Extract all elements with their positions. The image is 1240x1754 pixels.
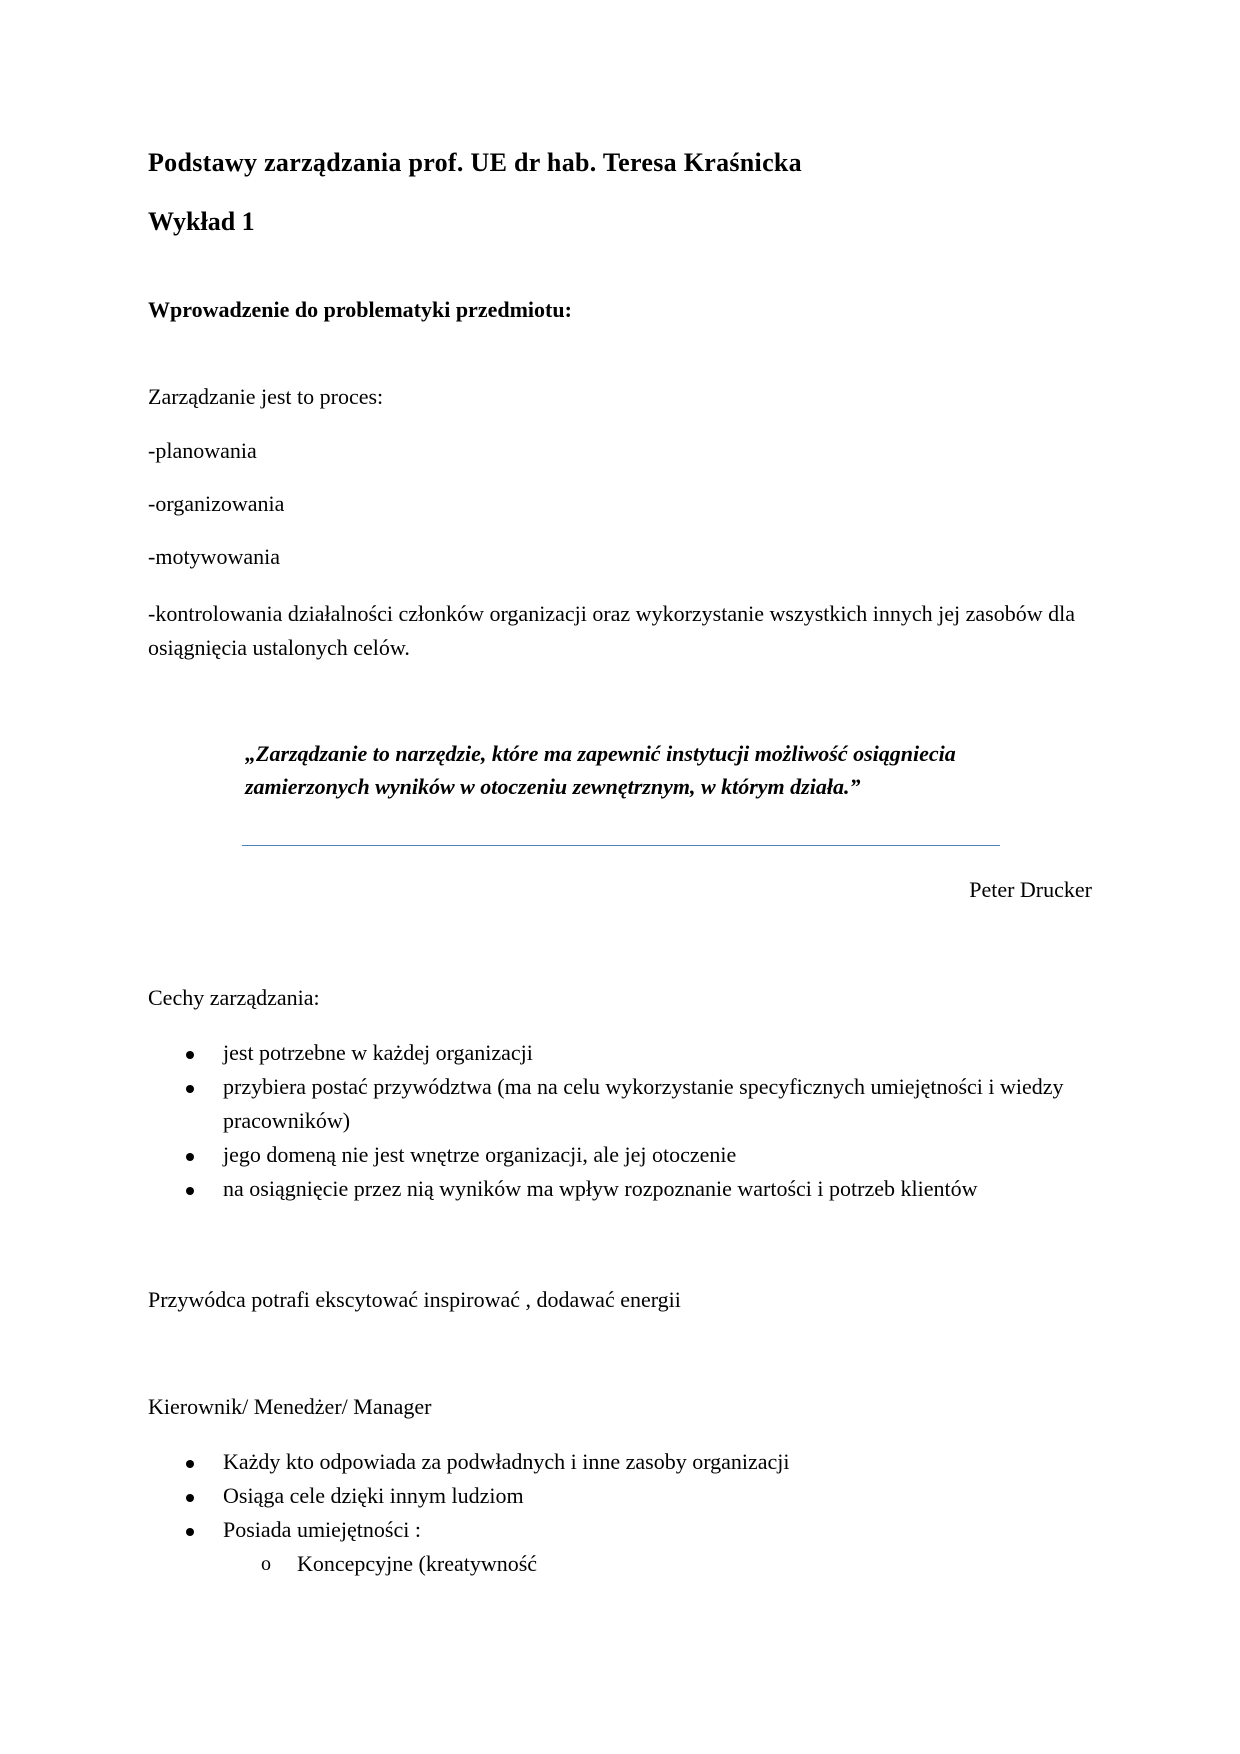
bullet-icon — [186, 1085, 194, 1093]
bullet-icon — [186, 1153, 194, 1161]
manager-list — [148, 1445, 1108, 1581]
features-heading: Cechy zarządzania: — [148, 985, 320, 1010]
bullet-icon — [186, 1494, 194, 1502]
bullet-icon — [186, 1528, 194, 1536]
process-item-motivating: -motywowania — [148, 544, 280, 569]
leader-line: Przywódca potrafi ekscytować inspirować , dodawać energii — [148, 1287, 681, 1312]
skills-sublist — [223, 1547, 1108, 1581]
process-item-controlling: -kontrolowania działalności członków organizacji oraz wykorzystanie wszystkich innych jej zasobów dla osiągnięcia ustalonych celów. — [148, 601, 1075, 660]
circle-bullet-icon: o — [261, 1553, 271, 1575]
manager-heading: Kierownik/ Menedżer/ Manager — [148, 1394, 432, 1419]
bullet-icon — [186, 1460, 194, 1468]
list-item: Posiada umiejętności : o Koncepcyjne (kreatywność — [148, 1513, 1108, 1581]
process-item-organizing: -organizowania — [148, 491, 285, 516]
process-item-planning: -planowania — [148, 438, 257, 463]
list-item: jest potrzebne w każdej organizacji — [148, 1036, 1108, 1070]
list-item: na osiągnięcie przez nią wyników ma wpływ rozpoznanie wartości i potrzeb klientów — [148, 1172, 1108, 1206]
quote-author: Peter Drucker — [969, 877, 1092, 902]
quote-divider — [242, 845, 1000, 846]
features-list — [148, 1036, 1108, 1206]
lecture-number: Wykład 1 — [148, 207, 255, 236]
list-item: Osiąga cele dzięki innym ludziom — [148, 1479, 1108, 1513]
list-item: o Koncepcyjne (kreatywność — [223, 1547, 1108, 1581]
list-item: przybiera postać przywództwa (ma na celu wykorzystanie specyficznych umiejętności i wiedzy pracowników) — [148, 1070, 1108, 1138]
bullet-icon — [186, 1187, 194, 1195]
list-item: Każdy kto odpowiada za podwładnych i inne zasoby organizacji — [148, 1445, 1108, 1479]
list-item: jego domeną nie jest wnętrze organizacji, ale jej otoczenie — [148, 1138, 1108, 1172]
drucker-quote: „Zarządzanie to narzędzie, które ma zapewnić instytucji możliwość osiągniecia zamierzonych wyników w otoczeniu zewnętrznym, w którym działa.” — [245, 741, 956, 799]
bullet-icon — [186, 1051, 194, 1059]
section-heading: Wprowadzenie do problematyki przedmiotu: — [148, 297, 572, 322]
intro-line: Zarządzanie jest to proces: — [148, 384, 384, 409]
document-title: Podstawy zarządzania prof. UE dr hab. Teresa Kraśnicka — [148, 148, 802, 177]
